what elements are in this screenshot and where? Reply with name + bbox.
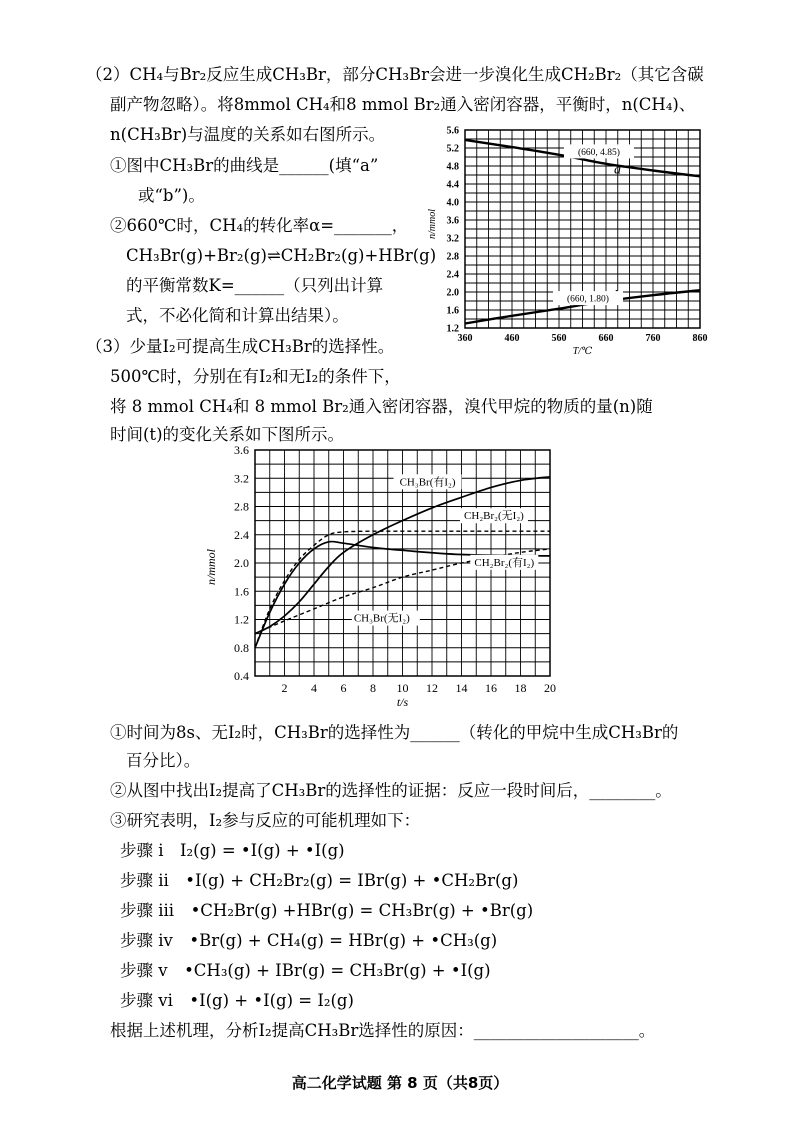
chart1-ytick: 3.6 [446, 215, 459, 227]
chart2-ytick: 2.0 [234, 556, 249, 570]
chart1-ytick: 4.8 [446, 161, 459, 173]
chart1-ytick: 5.6 [446, 125, 459, 137]
chart1-ytick: 2.4 [446, 269, 459, 281]
chart2-series-label: CH₂Br₂(无I₂) [464, 510, 524, 523]
chart1-xtick: 360 [457, 333, 473, 344]
part3-intro-line2: 500℃时，分别在有I₂和无I₂的条件下， [110, 367, 401, 386]
chart1-xtick: 760 [645, 333, 661, 344]
part2-intro-line2: 副产物忽略）。将8mmol CH₄和8 mmol Br₂通入密闭容器，平衡时，n(CH₄)、 [110, 95, 696, 114]
chart2-ytick: 3.2 [234, 471, 249, 486]
chart1-ytick: 3.2 [446, 233, 459, 245]
chart1-annotation-b: (660, 1.80) [567, 294, 609, 305]
temperature-equilibrium-chart [425, 120, 715, 360]
chart2-xtick: 16 [485, 681, 497, 695]
part2-question2-line3: 的平衡常数K=______（只列出计算 [126, 276, 384, 295]
mechanism-step-2: 步骤 ii •I(g) + CH₂Br₂(g) = IBr(g) + •CH₂Br(g) [120, 871, 519, 890]
part2-question2-line4: 式，不必化简和计算出结果）。 [126, 306, 349, 325]
time-series-chart [195, 440, 570, 716]
chart1-ytick: 1.2 [446, 323, 459, 335]
chart2-xtick: 8 [370, 681, 376, 695]
chart2-ytick: 1.6 [234, 584, 249, 599]
chart1-series-label-a: a [614, 162, 621, 178]
chart2-series-label: CH₂Br₂(有I₂) [474, 556, 535, 569]
part3-intro-line4: 时间(t)的变化关系如下图所示。 [110, 425, 345, 444]
part2-question2-equation: CH₃Br(g)+Br₂(g)⇌CH₂Br₂(g)+HBr(g) [126, 246, 437, 265]
chart1-ylabel: n/mmol [427, 209, 438, 239]
chart1-xlabel: T/℃ [572, 346, 593, 357]
chart2-ytick: 1.2 [234, 612, 249, 627]
mechanism-step-5: 步骤 v •CH₃(g) + IBr(g) = CH₃Br(g) + •I(g) [120, 961, 491, 980]
part3-intro-line1: （3）少量I₂可提高生成CH₃Br的选择性。 [86, 337, 395, 356]
chart2-ytick: 0.8 [234, 640, 249, 655]
chart1-xtick: 560 [551, 333, 567, 344]
mechanism-step-6: 步骤 vi •I(g) + •I(g) = I₂(g) [120, 991, 354, 1010]
chart2-xtick: 6 [340, 681, 347, 695]
chart1-ytick: 1.6 [446, 305, 459, 317]
chart1-annotation-a: (660, 4.85) [578, 147, 620, 158]
chart1-xtick: 460 [504, 333, 520, 344]
mechanism-step-4: 步骤 iv •Br(g) + CH₄(g) = HBr(g) + •CH₃(g) [120, 931, 498, 950]
chart2-series-label: CH₃Br(有I₂) [399, 476, 456, 489]
chart2-xtick: 14 [455, 681, 468, 695]
part2-question1-line2: 或“b”)。 [138, 186, 205, 205]
chart1-xtick: 860 [692, 333, 708, 344]
part2-intro-line3: n(CH₃Br)与温度的关系如右图所示。 [110, 125, 386, 144]
chart2-ytick: 2.8 [234, 499, 249, 514]
part3-intro-line3: 将 8 mmol CH₄和 8 mmol Br₂通入密闭容器，溴代甲烷的物质的量(n)随 [110, 397, 653, 416]
chart2-xtick: 20 [544, 681, 556, 695]
chart2-xtick: 10 [396, 681, 409, 695]
chart2-ylabel: n/mmol [204, 549, 218, 585]
part2-intro-line1: （2）CH₄与Br₂反应生成CH₃Br，部分CH₃Br会进一步溴化生成CH₂Br₂（其它含碳 [86, 65, 704, 84]
part3-final-question: 根据上述机理，分析I₂提高CH₃Br选择性的原因：____________________。 [110, 1021, 656, 1040]
chart2-ytick: 3.6 [234, 443, 249, 457]
chart2-xtick: 4 [311, 681, 317, 695]
part3-question1-line2: 百分比）。 [126, 751, 201, 770]
chart1-ytick: 2.8 [446, 251, 459, 263]
chart2-xtick: 18 [514, 681, 527, 695]
part2-question2-line1: ②660℃时，CH₄的转化率α=_______， [110, 216, 409, 235]
chart2-xtick: 12 [426, 681, 438, 695]
part3-question1-line1: ①时间为8s、无I₂时，CH₃Br的选择性为______（转化的甲烷中生成CH₃Br的 [110, 723, 679, 742]
part3-question3: ③研究表明，I₂参与反应的可能机理如下： [110, 811, 421, 830]
chart1-xtick: 660 [598, 333, 614, 344]
chart1-ytick: 4.0 [446, 197, 459, 209]
mechanism-step-3: 步骤 iii •CH₂Br(g) +HBr(g) = CH₃Br(g) + •Br(g) [120, 901, 534, 920]
chart2-xtick: 2 [281, 681, 288, 695]
part3-question2: ②从图中找出I₂提高了CH₃Br的选择性的证据：反应一段时间后，________。 [110, 781, 672, 800]
chart2-series-label: CH₃Br(无I₂) [353, 612, 410, 625]
chart2-ytick: 2.4 [234, 527, 249, 542]
page-footer: 高二化学试题 第 8 页（共8页） [291, 1074, 509, 1092]
chart1-ytick: 5.2 [446, 143, 459, 155]
chart1-ytick: 4.4 [446, 179, 459, 191]
chart2-xlabel: t/s [396, 695, 409, 709]
part2-question1-line1: ①图中CH₃Br的曲线是______(填“a” [110, 156, 379, 175]
chart2-ytick: 0.4 [234, 669, 249, 683]
chart1-ytick: 2.0 [446, 287, 459, 299]
mechanism-step-1: 步骤 i I₂(g) = •I(g) + •I(g) [120, 841, 345, 860]
